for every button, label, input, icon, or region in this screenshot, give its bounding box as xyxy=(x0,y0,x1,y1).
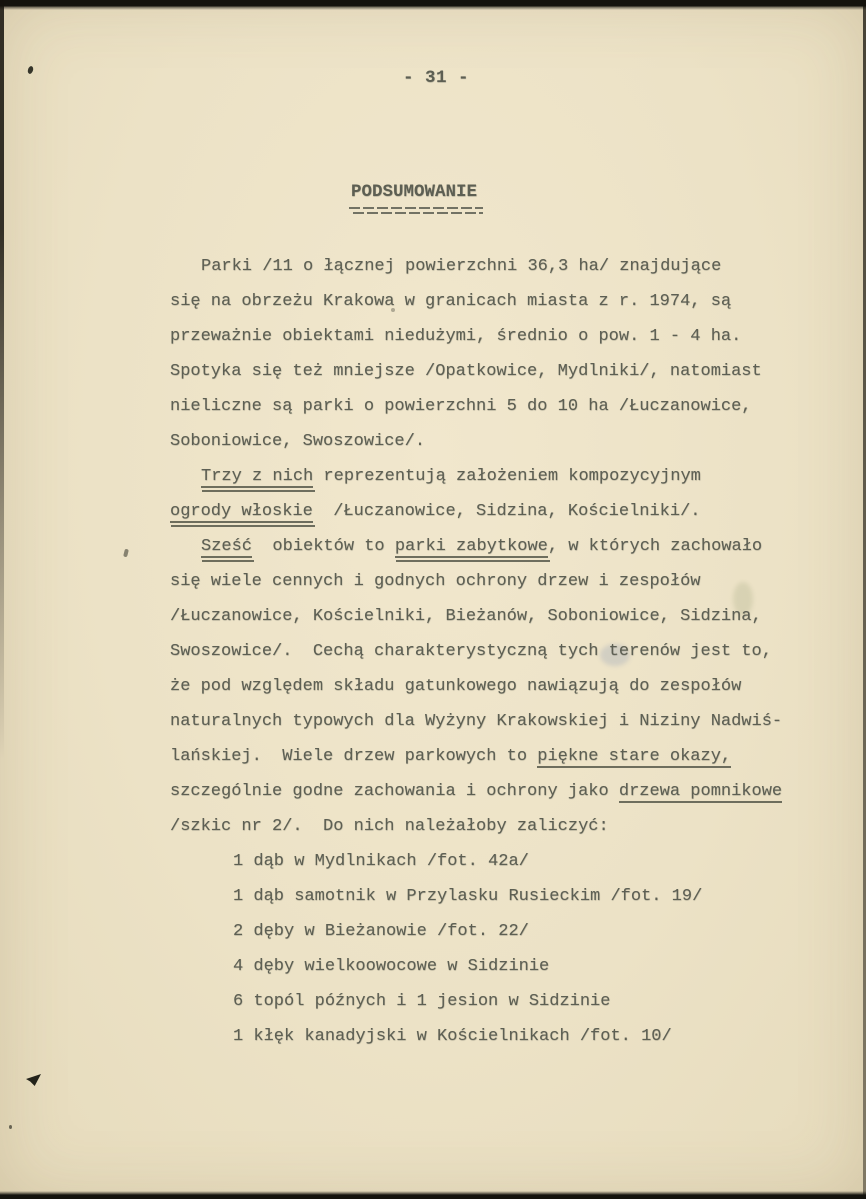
text-line xyxy=(170,249,810,284)
text-segment: /Łuczanowice, Kościelniki, Bieżanów, Soboniowice, Sidzina, xyxy=(170,607,762,626)
text-line xyxy=(170,809,810,844)
text-segment: Spotyka się też mniejsze /Opatkowice, Mydlniki/, natomiast xyxy=(170,362,762,381)
heading-underline xyxy=(349,207,483,215)
ink-speck xyxy=(123,549,129,558)
text-segment: reprezentują założeniem kompozycyjnym xyxy=(313,467,701,486)
document-body xyxy=(170,249,810,1054)
underlined-text-segment: drzewa pomnikowe xyxy=(618,782,783,801)
underlined-text-segment: ogrody włoskie xyxy=(170,502,313,521)
text-line xyxy=(170,284,810,319)
text-segment: 6 topól późnych i 1 jesion w Sidzinie xyxy=(233,992,611,1011)
text-segment: /szkic nr 2/. Do nich należałoby zaliczyć: xyxy=(170,817,609,836)
text-segment: nieliczne są parki o powierzchni 5 do 10 ha /Łuczanowice, xyxy=(170,397,752,416)
ink-mark xyxy=(26,1074,41,1086)
underlined-text-segment: Trzy z nich xyxy=(201,467,314,486)
ink-speck xyxy=(9,1125,12,1129)
text-line xyxy=(170,949,810,984)
text-line xyxy=(170,424,810,459)
text-segment: naturalnych typowych dla Wyżyny Krakowskiej i Niziny Nadwiś- xyxy=(170,712,783,731)
text-segment: obiektów to xyxy=(252,537,395,556)
text-line xyxy=(170,914,810,949)
scan-edge-top xyxy=(0,0,866,10)
text-line xyxy=(170,669,810,704)
text-line xyxy=(170,459,810,494)
text-line xyxy=(170,774,810,809)
text-segment: 1 dąb w Mydlnikach /fot. 42a/ xyxy=(233,852,529,871)
text-line xyxy=(170,529,810,564)
page-number: - 31 - xyxy=(403,68,470,88)
text-line xyxy=(170,984,810,1019)
text-segment: szczególnie godne zachowania i ochrony jako xyxy=(170,782,619,801)
text-segment: Soboniowice, Swoszowice/. xyxy=(170,432,426,451)
text-line xyxy=(170,879,810,914)
text-line xyxy=(170,704,810,739)
ink-speck xyxy=(27,65,34,74)
text-segment: 4 dęby wielkoowocowe w Sidzinie xyxy=(233,957,550,976)
text-segment: 2 dęby w Bieżanowie /fot. 22/ xyxy=(233,922,529,941)
text-segment: 1 kłęk kanadyjski w Kościelnikach /fot. 10/ xyxy=(233,1027,672,1046)
text-segment: że pod względem składu gatunkowego nawiązują do zespołów xyxy=(170,677,742,696)
text-line xyxy=(170,564,810,599)
text-segment: się wiele cennych i godnych ochrony drzew i zespołów xyxy=(170,572,701,591)
underlined-text-segment: piękne stare okazy, xyxy=(537,747,732,766)
text-segment: się na obrzeżu Krakowa w granicach miasta z r. 1974, są xyxy=(170,292,732,311)
scan-edge-left xyxy=(0,0,4,760)
text-segment: 1 dąb samotnik w Przylasku Rusieckim /fot. 19/ xyxy=(233,887,703,906)
text-line xyxy=(170,599,810,634)
text-segment: przeważnie obiektami niedużymi, średnio o pow. 1 - 4 ha. xyxy=(170,327,742,346)
scan-edge-bottom xyxy=(0,1191,866,1199)
text-line xyxy=(170,634,810,669)
text-segment: Parki /11 o łącznej powierzchni 36,3 ha/ znajdujące xyxy=(201,257,722,276)
text-line xyxy=(170,494,810,529)
text-line xyxy=(170,1019,810,1054)
underlined-text-segment: parki zabytkowe xyxy=(394,537,548,556)
text-line xyxy=(170,319,810,354)
section-heading: PODSUMOWANIE xyxy=(351,182,478,202)
text-line xyxy=(170,739,810,774)
text-segment: lańskiej. Wiele drzew parkowych to xyxy=(170,747,538,766)
text-line xyxy=(170,844,810,879)
text-line xyxy=(170,389,810,424)
text-segment: Swoszowice/. Cechą charakterystyczną tych terenów jest to, xyxy=(170,642,772,661)
text-segment: /Łuczanowice, Sidzina, Kościelniki/. xyxy=(312,502,701,521)
text-segment: , w których zachowało xyxy=(547,537,763,556)
text-line xyxy=(170,354,810,389)
underlined-text-segment: Sześć xyxy=(201,537,253,556)
